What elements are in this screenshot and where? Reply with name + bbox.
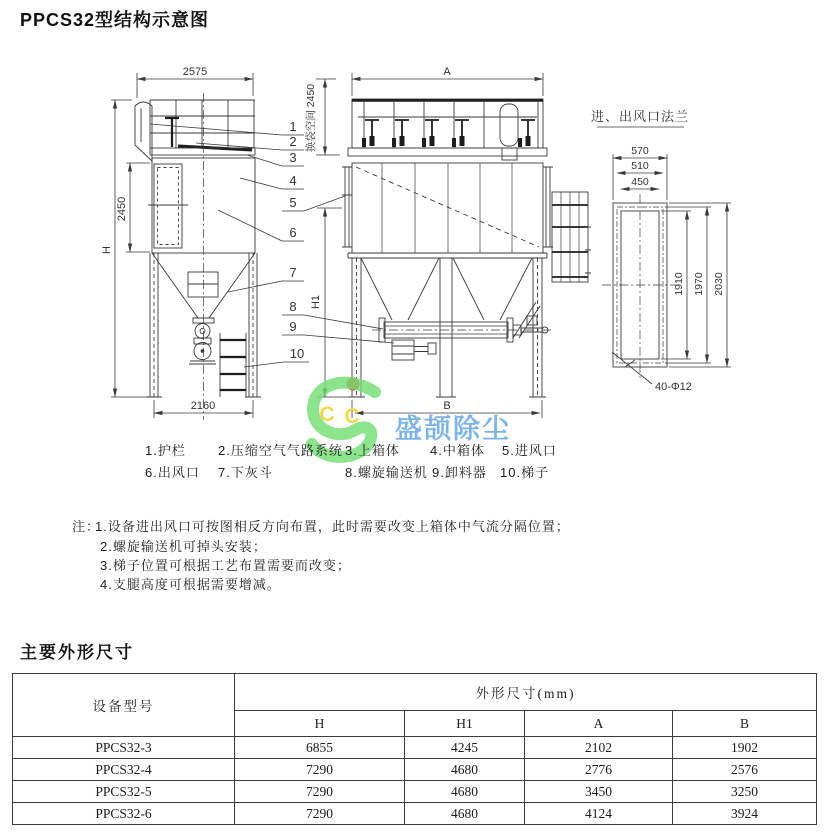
screw-conveyor <box>379 302 548 342</box>
table-row <box>13 759 817 781</box>
dimensions-table <box>12 673 817 825</box>
dim-2030: 2030 <box>713 272 725 296</box>
watermark-red-dot <box>347 378 360 391</box>
cell-b: 3924 <box>673 803 817 825</box>
cell-a: 2776 <box>525 759 673 781</box>
dim-2575: 2575 <box>182 66 208 78</box>
part-label-4: 4.中箱体 <box>430 443 485 458</box>
left-view <box>135 93 261 420</box>
watermark-letter-2: C <box>344 405 360 428</box>
part-label-10: 10.梯子 <box>500 465 550 480</box>
inlet-duct <box>135 102 152 163</box>
table-row <box>13 781 817 803</box>
upper-box <box>352 99 543 148</box>
pulse-valves <box>365 120 535 146</box>
dim-1910: 1910 <box>673 272 685 296</box>
callout-numbers <box>289 119 304 361</box>
callout-6: 6 <box>289 225 297 240</box>
cell-h: 6855 <box>235 737 405 759</box>
callout-7: 7 <box>289 265 297 280</box>
bolt-pattern-label: 40-Φ12 <box>655 381 692 393</box>
th-dims-group: 外形尺寸(mm) <box>235 674 817 711</box>
cell-h1: 4680 <box>405 759 525 781</box>
dim-570: 570 <box>631 145 649 157</box>
callout-1: 1 <box>289 119 297 134</box>
cell-h: 7290 <box>235 781 405 803</box>
dim-bag-space: 换袋空间 2450 <box>305 83 317 153</box>
cell-a: 4124 <box>525 803 673 825</box>
th-H: H <box>235 711 405 737</box>
cell-b: 3250 <box>673 781 817 803</box>
flange-view-title: 进、出风口法兰 <box>590 109 690 124</box>
duct-flange-grid <box>552 192 591 282</box>
callout-2: 2 <box>289 134 297 149</box>
watermark-text: 盛颉除尘 <box>395 414 511 444</box>
support-legs <box>352 258 542 397</box>
discharge-valve <box>392 340 436 360</box>
callout-8: 8 <box>289 299 297 314</box>
middle-box <box>152 158 255 253</box>
air-tank <box>500 104 518 146</box>
section-title: 主要外形尺寸 <box>20 643 134 662</box>
callout-10: 10 <box>289 346 305 361</box>
table-row <box>13 803 817 825</box>
middle-chamber <box>352 163 543 253</box>
dim-510: 510 <box>631 160 649 172</box>
middle-view <box>342 99 591 397</box>
dim-H: H <box>101 246 113 254</box>
cell-model: PPCS32-6 <box>13 803 235 825</box>
cell-a: 2102 <box>525 737 673 759</box>
dim-2450: 2450 <box>116 196 128 222</box>
callout-4: 4 <box>289 173 297 188</box>
callout-3: 3 <box>289 150 297 165</box>
airflow-divider <box>356 167 539 247</box>
rotary-valve <box>189 318 216 364</box>
note-line-4: 4.支腿高度可根据需要增减。 <box>100 577 281 592</box>
ladder <box>220 333 246 397</box>
part-label-6: 6.出风口 <box>145 465 200 480</box>
cell-b: 1902 <box>673 737 817 759</box>
dim-B: B <box>443 400 451 412</box>
cell-a: 3450 <box>525 781 673 803</box>
watermark-letter-1: C <box>319 403 335 426</box>
cell-model: PPCS32-3 <box>13 737 235 759</box>
th-H1: H1 <box>405 711 525 737</box>
callout-9: 9 <box>289 319 297 334</box>
guard-rail <box>150 100 255 133</box>
cell-h: 7290 <box>235 803 405 825</box>
hoppers <box>361 258 532 320</box>
note-line-3: 3.梯子位置可根据工艺布置需要而改变； <box>100 558 351 573</box>
part-label-2: 2.压缩空气气路系统 <box>218 443 343 458</box>
outlet-opening <box>154 164 182 248</box>
dim-1970: 1970 <box>693 272 705 296</box>
legs <box>150 253 257 397</box>
th-B: B <box>673 711 817 737</box>
dim-450: 450 <box>631 176 649 188</box>
hopper-door <box>188 272 218 297</box>
part-label-1: 1.护栏 <box>145 443 186 458</box>
part-label-8: 8.螺旋输送机 <box>345 465 428 480</box>
th-A: A <box>525 711 673 737</box>
flange-view <box>602 194 678 384</box>
air-pipe <box>178 146 252 150</box>
table-row <box>13 737 817 759</box>
cell-h1: 4245 <box>405 737 525 759</box>
cell-model: PPCS32-4 <box>13 759 235 781</box>
part-label-5: 5.进风口 <box>502 443 557 458</box>
cell-h: 7290 <box>235 759 405 781</box>
cell-model: PPCS32-5 <box>13 781 235 803</box>
part-label-9: 9.卸料器 <box>432 465 487 480</box>
notes-prefix: 注： <box>72 519 101 534</box>
dim-2160: 2160 <box>190 400 216 412</box>
bolt-leader <box>612 352 652 384</box>
inlet-flange-left <box>342 167 352 247</box>
part-label-7: 7.下灰斗 <box>218 465 273 480</box>
dim-H1: H1 <box>310 294 322 310</box>
part-label-3: 3.上箱体 <box>345 443 400 458</box>
note-line-2: 2.螺旋输送机可掉头安装； <box>100 539 267 554</box>
dim-A: A <box>443 66 451 78</box>
callout-5: 5 <box>289 195 297 210</box>
th-model: 设备型号 <box>13 674 235 737</box>
cell-h1: 4680 <box>405 803 525 825</box>
callout-leaders <box>150 124 394 367</box>
dimensions <box>111 73 731 418</box>
hopper <box>152 253 255 318</box>
cell-h1: 4680 <box>405 781 525 803</box>
page-title: PPCS32型结构示意图 <box>20 10 210 30</box>
note-line-1: 1.设备进出风口可按图相反方向布置，此时需要改变上箱体中气流分隔位置； <box>95 519 570 534</box>
cell-b: 2576 <box>673 759 817 781</box>
